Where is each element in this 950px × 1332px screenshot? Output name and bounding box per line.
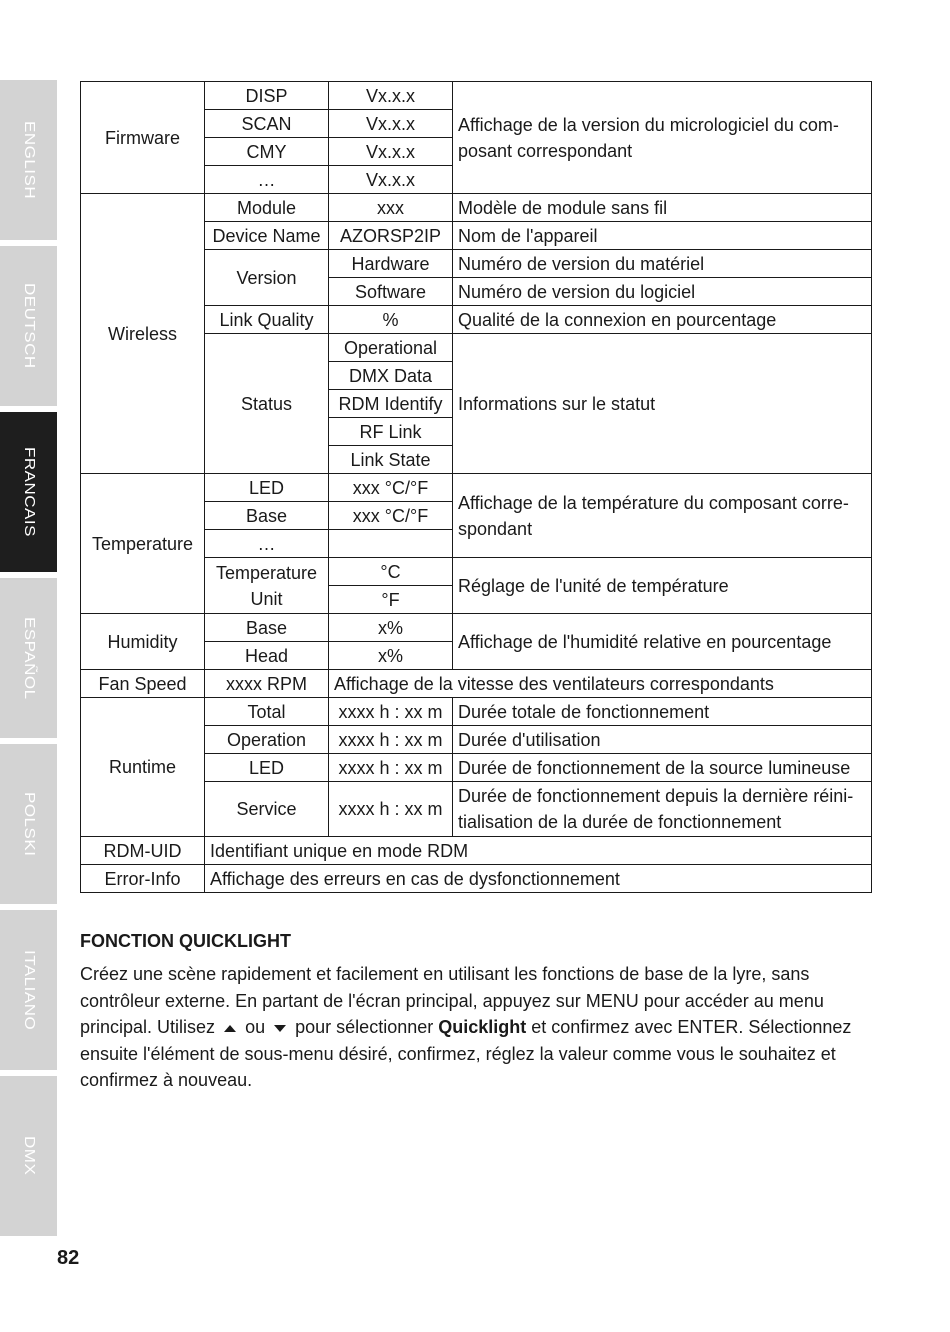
- tab-polski[interactable]: [0, 744, 57, 904]
- table-row: [81, 865, 872, 893]
- runtime-value: xxxx h : xx m: [329, 782, 453, 837]
- firmware-value: Vx.x.x: [329, 166, 453, 194]
- runtime-desc: Durée totale de fonctionnement: [453, 698, 872, 726]
- temperature-unit-value: °C: [329, 558, 453, 586]
- firmware-label: Firmware: [81, 82, 205, 194]
- wireless-desc: Modèle de module sans fil: [453, 194, 872, 222]
- temperature-label: Temperature: [81, 474, 205, 614]
- tab-dmx[interactable]: [0, 1076, 57, 1236]
- wireless-desc: Informations sur le statut: [453, 334, 872, 474]
- runtime-desc: Durée d'utilisation: [453, 726, 872, 754]
- table-row: [81, 194, 872, 222]
- temperature-value: xxx °C/°F: [329, 502, 453, 530]
- firmware-item: SCAN: [205, 110, 329, 138]
- wireless-value: Link State: [329, 446, 453, 474]
- fan-speed-desc: Affichage de la vitesse des ventilateurs correspondants: [329, 670, 872, 698]
- tab-francais-label: FRANCAIS: [20, 447, 37, 537]
- error-info-desc: Affichage des erreurs en cas de dysfonctionnement: [205, 865, 872, 893]
- menu-table: [80, 81, 872, 893]
- temperature-unit-item: [205, 558, 329, 614]
- runtime-value: xxxx h : xx m: [329, 726, 453, 754]
- section-title: FONCTION QUICKLIGHT: [80, 931, 291, 951]
- temperature-unit-desc: Réglage de l'unité de température: [453, 558, 872, 614]
- runtime-value: xxxx h : xx m: [329, 754, 453, 782]
- wireless-value: DMX Data: [329, 362, 453, 390]
- firmware-value: Vx.x.x: [329, 82, 453, 110]
- humidity-item: Head: [205, 642, 329, 670]
- page-number: 82: [57, 1247, 80, 1269]
- table-row: [81, 670, 872, 698]
- arrow-up-icon: [224, 1025, 236, 1032]
- wireless-desc: Qualité de la connexion en pourcentage: [453, 306, 872, 334]
- temperature-desc: Affichage de la température du composant corre-spondant: [453, 474, 872, 558]
- table-row: [81, 698, 872, 726]
- section-text-bold: Quicklight: [438, 1017, 527, 1037]
- temperature-item: …: [205, 530, 329, 558]
- fan-speed-label: Fan Speed: [81, 670, 205, 698]
- wireless-item: Device Name: [205, 222, 329, 250]
- tab-dmx-label: DMX: [20, 1136, 37, 1176]
- tab-italiano[interactable]: [0, 910, 57, 1070]
- wireless-label: Wireless: [81, 194, 205, 474]
- temperature-unit-line2: Unit: [250, 588, 283, 609]
- humidity-value: x%: [329, 614, 453, 642]
- wireless-value: Software: [329, 278, 453, 306]
- wireless-value: xxx: [329, 194, 453, 222]
- tab-english[interactable]: [0, 80, 57, 240]
- section-text-or: ou: [245, 1017, 266, 1037]
- wireless-value: %: [329, 306, 453, 334]
- wireless-value: Hardware: [329, 250, 453, 278]
- fan-speed-value: xxxx RPM: [205, 670, 329, 698]
- section-text-part3: et confirmez avec ENTER. Sélectionnez ensuite l'élément de sous-menu désiré, confirmez, réglez la valeur comme vous le souhaitez et confirmez à nouveau.: [80, 1017, 852, 1090]
- runtime-item: LED: [205, 754, 329, 782]
- tab-espanol[interactable]: [0, 578, 57, 738]
- humidity-desc: Affichage de l'humidité relative en pourcentage: [453, 614, 872, 670]
- tab-deutsch-label: DEUTSCH: [20, 283, 37, 369]
- runtime-item: Total: [205, 698, 329, 726]
- temperature-value: xxx °C/°F: [329, 474, 453, 502]
- arrow-down-icon: [274, 1025, 286, 1032]
- runtime-item: Service: [205, 782, 329, 837]
- rdm-uid-label: RDM-UID: [81, 837, 205, 865]
- temperature-item: LED: [205, 474, 329, 502]
- firmware-item: CMY: [205, 138, 329, 166]
- table-row: [81, 474, 872, 502]
- tab-deutsch[interactable]: [0, 246, 57, 406]
- table-row: [81, 614, 872, 642]
- temperature-unit-line1: Temperature: [215, 562, 318, 583]
- wireless-item: Version: [205, 250, 329, 306]
- firmware-value: Vx.x.x: [329, 110, 453, 138]
- wireless-item: Link Quality: [205, 306, 329, 334]
- firmware-item: …: [205, 166, 329, 194]
- firmware-value: Vx.x.x: [329, 138, 453, 166]
- runtime-desc: Durée de fonctionnement de la source lumineuse: [453, 754, 872, 782]
- table-row: [81, 837, 872, 865]
- section-text: [80, 961, 870, 1094]
- tab-italiano-label: ITALIANO: [20, 949, 37, 1031]
- wireless-item: Status: [205, 334, 329, 474]
- wireless-desc: Numéro de version du matériel: [453, 250, 872, 278]
- wireless-value: RDM Identify: [329, 390, 453, 418]
- section-text-part1: Créez une scène rapidement et facilement en utilisant les fonctions de base de la lyre, sans contrôleur externe. En partant de l'écran principal, appuyez sur MENU pour accéder au menu principal. Utilisez: [80, 964, 824, 1037]
- firmware-desc: Affichage de la version du micrologiciel du com-posant correspondant: [453, 82, 872, 194]
- humidity-label: Humidity: [81, 614, 205, 670]
- temperature-item: Base: [205, 502, 329, 530]
- tab-francais[interactable]: [0, 412, 57, 572]
- runtime-label: Runtime: [81, 698, 205, 837]
- runtime-item: Operation: [205, 726, 329, 754]
- runtime-desc: Durée de fonctionnement depuis la dernière réini-tialisation de la durée de fonctionnement: [453, 782, 872, 837]
- wireless-value: AZORSP2IP: [329, 222, 453, 250]
- wireless-desc: Nom de l'appareil: [453, 222, 872, 250]
- firmware-item: DISP: [205, 82, 329, 110]
- section-text-part2: pour sélectionner: [295, 1017, 434, 1037]
- wireless-desc: Numéro de version du logiciel: [453, 278, 872, 306]
- humidity-item: Base: [205, 614, 329, 642]
- temperature-value-empty: [329, 530, 453, 558]
- wireless-value: Operational: [329, 334, 453, 362]
- tab-english-label: ENGLISH: [20, 120, 37, 200]
- wireless-item: Module: [205, 194, 329, 222]
- humidity-value: x%: [329, 642, 453, 670]
- rdm-uid-desc: Identifiant unique en mode RDM: [205, 837, 872, 865]
- error-info-label: Error-Info: [81, 865, 205, 893]
- tab-polski-label: POLSKI: [20, 791, 37, 857]
- tab-espanol-label: ESPAÑOL: [20, 616, 37, 700]
- wireless-value: RF Link: [329, 418, 453, 446]
- table-row: [81, 82, 872, 110]
- temperature-unit-value: °F: [329, 586, 453, 614]
- runtime-value: xxxx h : xx m: [329, 698, 453, 726]
